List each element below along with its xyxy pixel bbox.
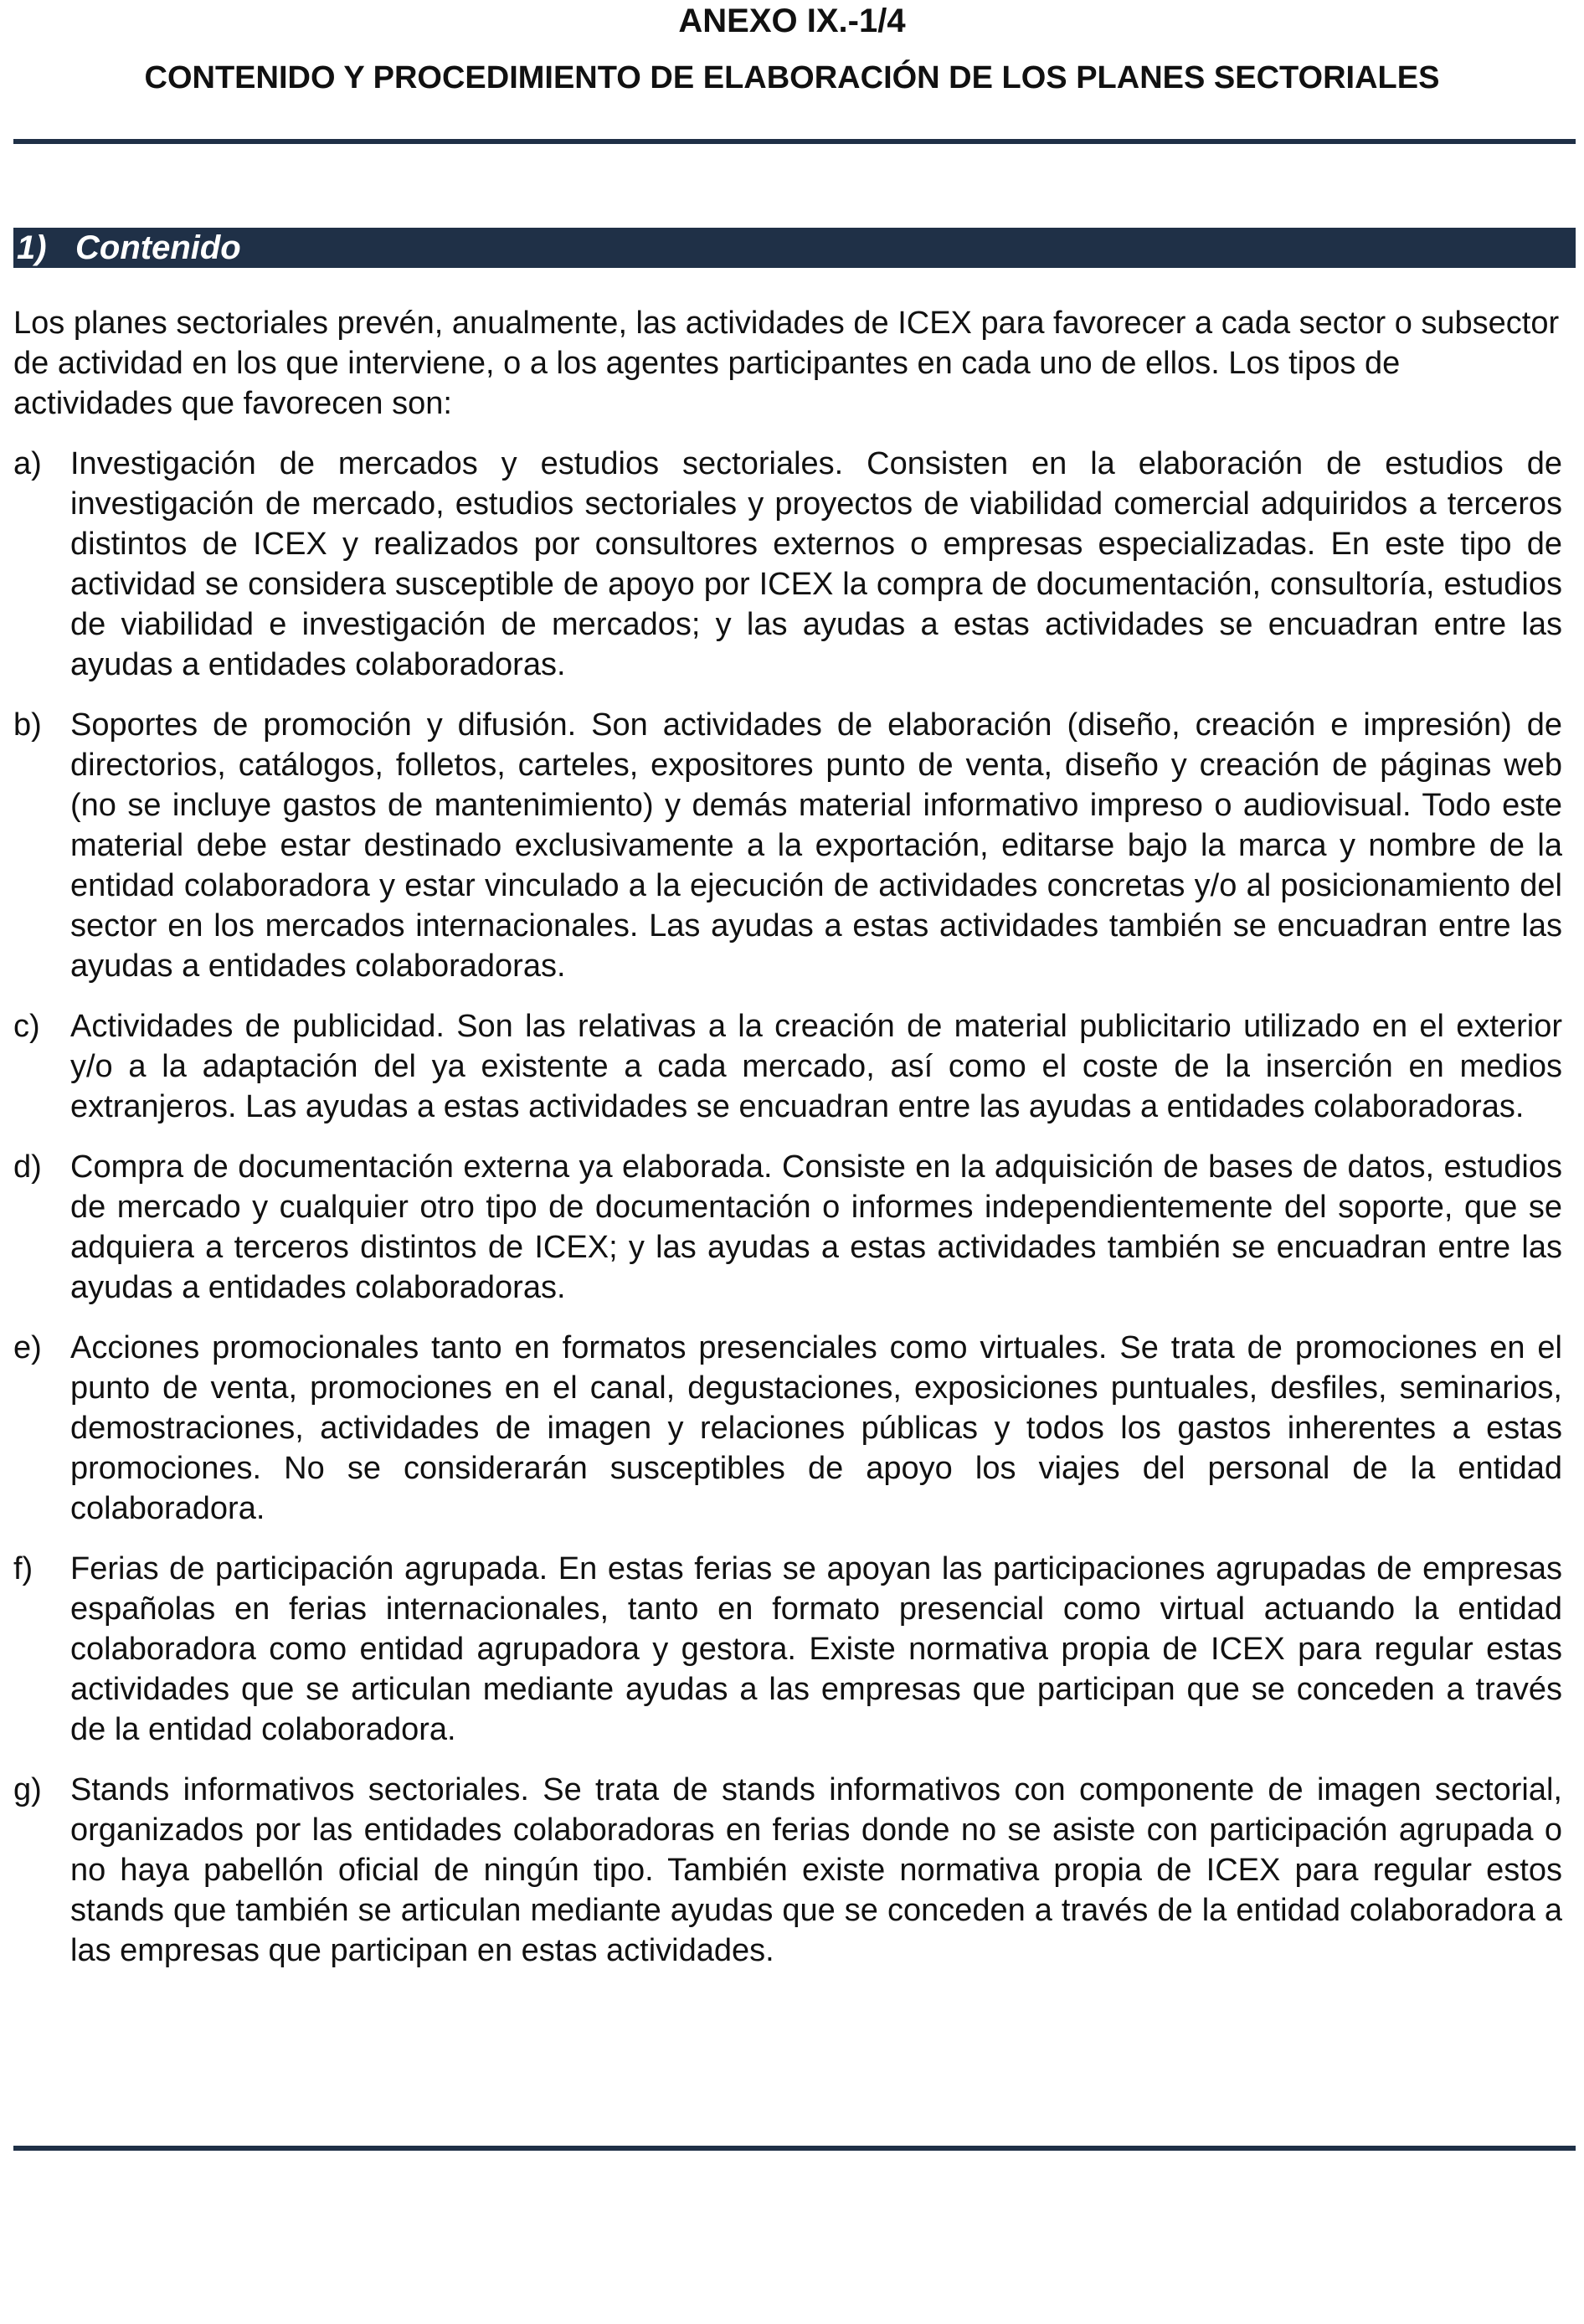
section-title: Contenido [75, 229, 241, 266]
list-item-c [13, 1006, 1562, 1127]
top-divider [13, 139, 1576, 144]
intro-paragraph: Los planes sectoriales prevén, anualmente, las actividades de ICEX para favorecer a cada sector o subsector de actividad en los que interviene, o a los agentes participantes en cada uno de ellos. Los tipos de actividades que favorecen son: [13, 306, 1560, 421]
section-heading [13, 228, 1576, 268]
list-item-g [13, 1770, 1562, 1971]
list-item-letter: a) [13, 446, 42, 481]
list-item-text: Investigación de mercados y estudios sectoriales. Consisten en la elaboración de estudios de investigación de mercado, estudios sectoriales y proyectos de viabilidad comercial adquiridos a terceros distintos de ICEX y realizados por consultores externos o empresas especializadas. En este tipo de actividad se considera susceptible de apoyo por ICEX la compra de documentación, consultoría, estudios de viabilidad e investigación de mercados; y las ayudas a estas actividades se encuadran entre las ayudas a entidades colaboradoras. [70, 446, 1562, 682]
list-item-f [13, 1549, 1562, 1750]
page-subtitle: CONTENIDO Y PROCEDIMIENTO DE ELABORACIÓN DE LOS PLANES SECTORIALES [144, 60, 1440, 95]
list-item-b [13, 705, 1562, 986]
list-item-d [13, 1147, 1562, 1308]
document-body [13, 303, 1562, 1991]
section-number: 1) [17, 229, 47, 266]
page-title: ANEXO IX.-1/4 [678, 3, 906, 39]
list-item-text: Compra de documentación externa ya elaborada. Consiste en la adquisición de bases de datos, estudios de mercado y cualquier otro tipo de documentación o informes independientemente del soporte, que se adquiera a terceros distintos de ICEX; y las ayudas a estas actividades también se encuadran entre las ayudas a entidades colaboradoras. [70, 1149, 1562, 1305]
bottom-divider [13, 2146, 1576, 2151]
list-item-letter: b) [13, 707, 42, 743]
list-item-text: Stands informativos sectoriales. Se trata de stands informativos con componente de imagen sectorial, organizados por las entidades colaboradoras en ferias donde no se asiste con participación agrupada o no haya pabellón oficial de ningún tipo. También existe normativa propia de ICEX para regular estos stands que también se articulan mediante ayudas que se conceden a través de la entidad colaboradora a las empresas que participan en estas actividades. [70, 1772, 1562, 1968]
list-item-letter: g) [13, 1772, 42, 1807]
list-item-letter: d) [13, 1149, 42, 1185]
list-item-letter: e) [13, 1330, 42, 1365]
list-item-text: Ferias de participación agrupada. En estas ferias se apoyan las participaciones agrupadas de empresas españolas en ferias internacionales, tanto en formato presencial como virtual actuando la entidad colaboradora como entidad agrupadora y gestora. Existe normativa propia de ICEX para regular estas actividades que se articulan mediante ayudas a las empresas que participan que se conceden a través de la entidad colaboradora. [70, 1551, 1562, 1747]
list-item-e [13, 1328, 1562, 1529]
list-item-letter: c) [13, 1009, 40, 1044]
list-item-text: Acciones promocionales tanto en formatos presenciales como virtuales. Se trata de promociones en el punto de venta, promociones en el canal, degustaciones, exposiciones puntuales, desfiles, seminarios, demostraciones, actividades de imagen y relaciones públicas y todos los gastos inherentes a estas promociones. No se considerarán susceptibles de apoyo los viajes del personal de la entidad colaboradora. [70, 1330, 1562, 1526]
list-item-text: Soportes de promoción y difusión. Son actividades de elaboración (diseño, creación e impresión) de directorios, catálogos, folletos, carteles, expositores punto de venta, diseño y creación de páginas web (no se incluye gastos de mantenimiento) y demás material informativo impreso o audiovisual. Todo este material debe estar destinado exclusivamente a la exportación, editarse bajo la marca y nombre de la entidad colaboradora y estar vinculado a la ejecución de actividades concretas y/o al posicionamiento del sector en los mercados internacionales. Las ayudas a estas actividades también se encuadran entre las ayudas a entidades colaboradoras. [70, 707, 1562, 984]
list-item-letter: f) [13, 1551, 33, 1586]
list-item-a [13, 444, 1562, 685]
list-item-text: Actividades de publicidad. Son las relativas a la creación de material publicitario utilizado en el exterior y/o a la adaptación del ya existente a cada mercado, así como el coste de la inserción en medios extranjeros. Las ayudas a estas actividades se encuadran entre las ayudas a entidades colaboradoras. [70, 1009, 1562, 1124]
